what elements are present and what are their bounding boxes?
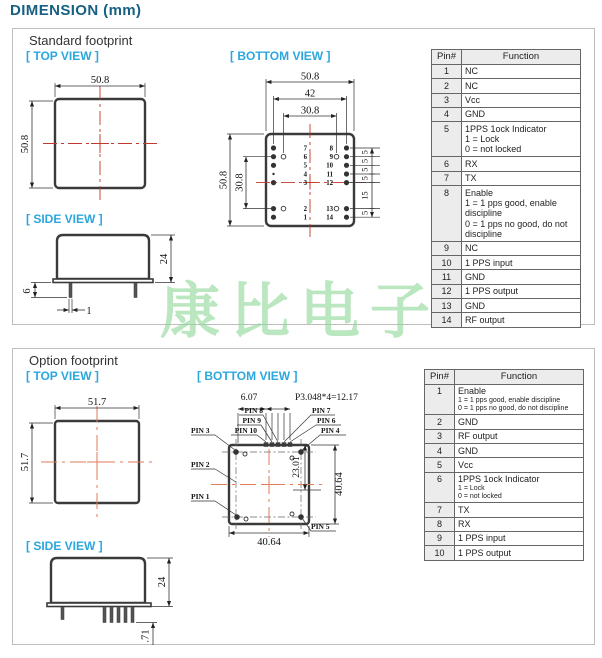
table-row: 7 TX [432, 171, 581, 185]
pin-label: PIN 4 [321, 426, 340, 435]
standard-top-view-label: [ TOP VIEW ] [26, 49, 99, 63]
option-bottom-view-label: [ BOTTOM VIEW ] [197, 369, 298, 383]
pin [124, 607, 127, 623]
package-base [47, 603, 151, 607]
dim-inner-span: 30.8 [300, 105, 320, 117]
table-row: 5 1PPS 1ock Indicator 1 = Lock 0 = not locked [432, 122, 581, 157]
table-row: 6 1PPS 1ock Indicator 1 = Lock 0 = not locked [425, 472, 584, 502]
gap-dim: 5 [359, 158, 370, 164]
watermark: 康比电子 [160, 278, 440, 345]
pin-label: PIN 8 [244, 406, 263, 415]
standard-side-view-label: [ SIDE VIEW ] [26, 212, 103, 226]
pin-header: Pin# [425, 370, 455, 385]
pin-hole [271, 206, 276, 211]
table-row: 10 1 PPS input [432, 256, 581, 270]
dim-pitch: P3.048*4=12.17 [295, 393, 358, 403]
pin-number: 13 [326, 205, 333, 213]
dim-pin: .71 [140, 629, 152, 643]
header-pad [264, 442, 269, 447]
pin-number: 2 [303, 205, 307, 213]
pin-number: 12 [326, 179, 333, 187]
gap-dim: 5 [359, 210, 370, 216]
table-row: 4 GND [432, 107, 581, 121]
pin-number: 7 [303, 145, 307, 153]
table-row: 14 RF output [432, 313, 581, 327]
pin-number: 3 [303, 179, 307, 187]
dim-inner-height: 30.8 [234, 173, 246, 192]
option-bottom-view-drawing [189, 387, 404, 599]
index-hole [334, 154, 339, 159]
pin-label: PIN 5 [311, 522, 330, 531]
pin-label: PIN 6 [317, 416, 336, 425]
pin-hole [298, 449, 304, 455]
option-pin-table [424, 369, 584, 561]
index-hole [281, 206, 286, 211]
table-row: 11 GND [432, 270, 581, 284]
dim-pin-width: 1 [86, 306, 92, 317]
pin-hole [271, 180, 276, 185]
gap-dim: 5 [359, 176, 370, 181]
table-row: 6 RX [432, 157, 581, 171]
table-row: 3 RF output [425, 429, 584, 443]
pin-hole-small [272, 173, 274, 175]
pin [131, 607, 134, 623]
pin-hole [344, 145, 349, 150]
pin [117, 607, 120, 623]
pin-label: PIN 9 [242, 416, 261, 425]
pin-number: 9 [329, 154, 333, 161]
table-row: 1 NC [432, 64, 581, 78]
table-row: 8 Enable 1 = 1 pps good, enable discipline 0 = 1 pps no good, do not discipline [432, 186, 581, 242]
function-header: Function [455, 370, 584, 385]
dim-height: 40.64 [334, 472, 345, 496]
pin-hole [271, 163, 276, 168]
pin [103, 607, 106, 623]
standard-top-view-drawing [17, 73, 167, 211]
dim-outer-width: 50.8 [300, 71, 320, 83]
pin-hole [271, 145, 276, 150]
standard-pin-table [431, 49, 581, 328]
dim-body-height: 24 [159, 253, 170, 265]
pin-hole [234, 514, 240, 520]
standard-bottom-view-drawing [216, 69, 404, 271]
table-row: 4 GND [425, 444, 584, 458]
dim-width: 51.7 [87, 397, 107, 408]
table-row: 9 NC [432, 241, 581, 255]
table-row: 12 1 PPS output [432, 284, 581, 298]
package-body [57, 235, 149, 279]
dim-height: 51.7 [20, 452, 31, 472]
pin-hole [271, 154, 276, 159]
table-row: 1 Enable 1 = 1 pps good, enable discipline 0 = 1 pps no good, do not discipline [425, 384, 584, 414]
table-header-row [432, 50, 581, 65]
dim-pin-length: 6 [22, 288, 33, 294]
table-row: 3 Vcc [432, 93, 581, 107]
index-hole [243, 452, 247, 456]
index-hole [244, 517, 248, 521]
option-footprint-section [12, 348, 595, 645]
pin-label: PIN 1 [191, 492, 210, 501]
gap-dim: 5 [359, 167, 370, 172]
table-row: 9 1 PPS input [425, 531, 584, 545]
header-pad [270, 442, 275, 447]
pin-number: 4 [303, 171, 307, 179]
index-hole [334, 206, 339, 211]
pin-number: 10 [326, 162, 333, 170]
table-header-row [425, 370, 584, 385]
option-top-view-drawing [17, 395, 167, 521]
dim-inner-height: 23.01 [292, 456, 302, 478]
dim-outer-height: 50.8 [218, 170, 230, 190]
standard-section-label: Standard footprint [29, 33, 133, 48]
dim-body-height: 24 [157, 576, 168, 588]
pin-hole [344, 154, 349, 159]
pin-hole [344, 215, 349, 220]
pin-hole [344, 206, 349, 211]
dim-width: 40.64 [257, 537, 281, 548]
function-header: Function [462, 50, 581, 65]
dim-pin-span: 42 [304, 88, 316, 100]
pin [110, 607, 113, 623]
table-row: 13 GND [432, 299, 581, 313]
table-row: 2 GND [425, 415, 584, 429]
pin-hole [271, 215, 276, 220]
pin-number: 5 [303, 162, 307, 170]
index-hole [281, 154, 286, 159]
gap-dim: 5 [359, 150, 370, 155]
option-top-view-label: [ TOP VIEW ] [26, 369, 99, 383]
pin-label: PIN 7 [312, 406, 331, 415]
index-hole [290, 512, 294, 516]
option-side-view-label: [ SIDE VIEW ] [26, 539, 103, 553]
dim-height: 50.8 [20, 134, 31, 154]
pin-number: 1 [303, 214, 307, 222]
standard-bottom-view-label: [ BOTTOM VIEW ] [230, 49, 331, 63]
package-base [53, 279, 153, 283]
pin-hole [344, 180, 349, 185]
pin [134, 283, 137, 298]
pin [69, 283, 72, 298]
pin-hole [233, 449, 239, 455]
table-row: 5 Vcc [425, 458, 584, 472]
pin-label: PIN 10 [234, 426, 257, 435]
header-pad [276, 442, 281, 447]
table-row: 10 1 PPS output [425, 546, 584, 560]
pin-number: 6 [303, 154, 307, 161]
pin-hole [344, 171, 349, 176]
pin-hole [344, 163, 349, 168]
option-section-label: Option footprint [29, 353, 118, 368]
page-title: DIMENSION (mm) [10, 2, 142, 19]
table-row: 2 NC [432, 79, 581, 93]
gap-dim: 15 [359, 191, 370, 200]
pin-label: PIN 3 [191, 426, 210, 435]
pin-number: 11 [326, 171, 333, 179]
header-pad [288, 442, 293, 447]
pin [61, 607, 64, 620]
header-pad [282, 442, 287, 447]
pin-header: Pin# [432, 50, 462, 65]
pin-number: 14 [326, 214, 333, 222]
dim-offset: 6.07 [240, 393, 258, 403]
table-row: 8 RX [425, 517, 584, 531]
pin-label: PIN 2 [191, 460, 210, 469]
package-body [51, 558, 145, 603]
table-row: 7 TX [425, 503, 584, 517]
pin-number: 8 [329, 145, 333, 153]
dim-width: 50.8 [90, 75, 110, 86]
option-side-view-drawing [17, 547, 202, 647]
